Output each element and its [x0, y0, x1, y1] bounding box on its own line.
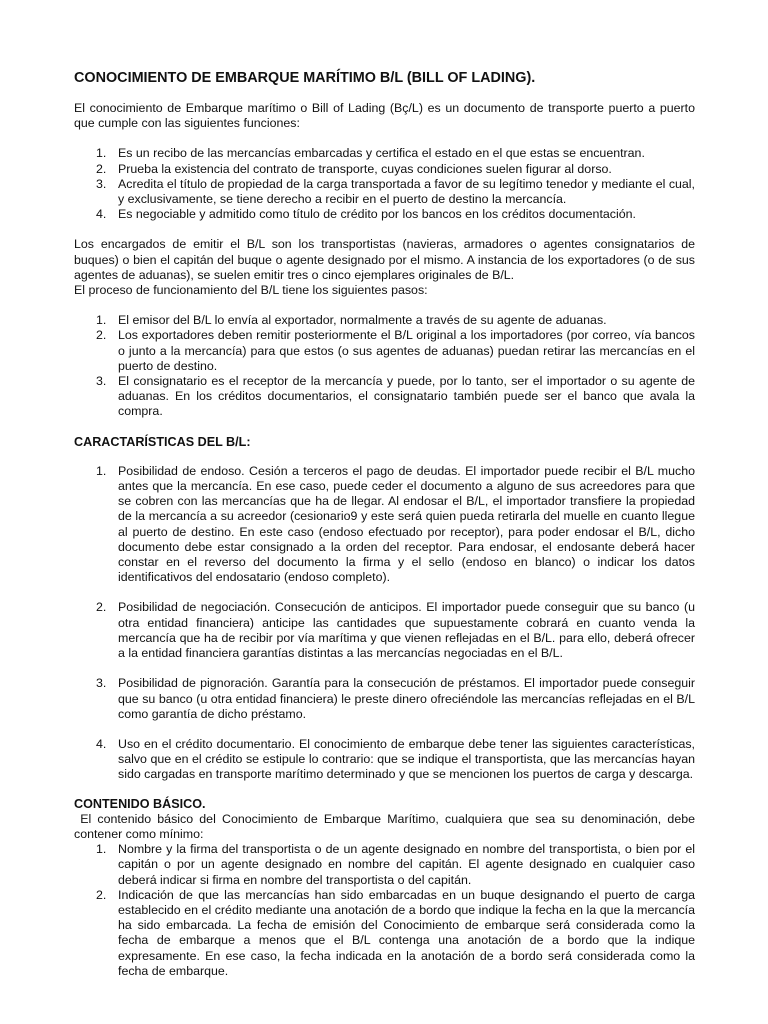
characteristics-list	[74, 464, 695, 783]
content-intro: El contenido básico del Conocimiento de Embarque Marítimo, cualquiera que sea su denominación, debe contener como mínimo:	[74, 811, 699, 841]
list-item-text: Uso en el crédito documentario. El conocimiento de embarque debe tener las siguientes características, salvo que en el crédito se estipule lo contrario: que se indique el transportista, que las mercancías hayan sido cargadas en transporte marítimo determinado y que se mencionen los puertos de carga y descarga.	[118, 736, 695, 782]
list-item-text: Es un recibo de las mercancías embarcadas y certifica el estado en el que estas se encuentran.	[118, 146, 645, 161]
list-item	[74, 676, 695, 722]
functions-list	[74, 146, 695, 222]
list-number: 3.	[96, 176, 107, 191]
list-number: 4.	[96, 736, 107, 751]
list-item	[74, 374, 695, 420]
list-item	[74, 146, 695, 161]
list-item-text: Posibilidad de negociación. Consecución de anticipos. El importador puede conseguir que su banco (u otra entidad financiera) anticipe las cantidades que supuestamente cobrará en cuanto venda la mercancía que ha de recibir por vía marítima y que vienen reflejadas en el B/L. para ello, deberá ofrecer a la entidad financiera garantías distintas a las mercancías negociadas en el B/L.	[118, 600, 695, 661]
list-number: 2.	[96, 328, 107, 343]
list-number: 3.	[96, 676, 107, 691]
process-steps-list	[74, 313, 695, 419]
list-item	[74, 313, 695, 328]
content-list	[74, 842, 695, 979]
list-number: 2.	[96, 161, 107, 176]
list-item	[74, 888, 695, 979]
list-number: 3.	[96, 374, 107, 389]
document-title: CONOCIMIENTO DE EMBARQUE MARÍTIMO B/L (BILL OF LADING).	[74, 70, 536, 86]
list-item-text: El consignatario es el receptor de la mercancía y puede, por lo tanto, ser el importador o su agente de aduanas. En los créditos documentarios, el consignatario también puede ser el banco que avala la compra.	[118, 374, 695, 419]
list-item	[74, 464, 695, 586]
list-item	[74, 177, 695, 207]
list-item	[74, 842, 695, 888]
list-item	[74, 600, 695, 661]
list-item-text: Posibilidad de endoso. Cesión a terceros el pago de deudas. El importador puede recibir el B/L mucho antes que la mercancía. En ese caso, puede ceder el documento a alguno de sus acreedores para que se cobren con las mercancías que ha de llegar. Al endosar el B/L, el importador transfiere la propiedad de la mercancía a su acreedor (cesionario9 y este será quien pueda retirarla del muelle en cuanto llegue al puerto de destino. En este caso (endoso efectuado por receptor), para poder endosar el B/L, dicho documento debe estar consignado a la orden del receptor. Para endosar, el endosante deberá hacer constar en el reverso del documento la firma y el sello (endoso en blanco) o indicar los datos identificativos del endosatario (endoso completo).	[118, 463, 695, 585]
list-number: 4.	[96, 207, 107, 222]
list-number: 1.	[96, 842, 107, 857]
list-number: 2.	[96, 887, 107, 902]
content-heading: CONTENIDO BÁSICO.	[74, 796, 206, 811]
list-item-text: Acredita el título de propiedad de la carga transportada a favor de su legítimo tenedor y mediante el cual, y exclusivamente, se tiene derecho a recibir en el puerto de destino la mercancía.	[118, 176, 695, 207]
characteristics-heading: CARACTARÍSTICAS DEL B/L:	[74, 434, 251, 449]
list-item-text: El emisor del B/L lo envía al exportador, normalmente a través de su agente de aduanas.	[118, 313, 607, 328]
list-number: 1.	[96, 313, 107, 328]
issuers-paragraph: Los encargados de emitir el B/L son los transportistas (navieras, armadores o agentes consignatarios de buques) o bien el capitán del buque o agente designado por el mismo. A instancia de los exportadores (o de sus agentes de aduanas), se suelen emitir tres o cinco ejemplares originales de B/L.	[74, 237, 695, 282]
list-item-text: Nombre y la firma del transportista o de un agente designado en nombre del transportista, o bien por el capitán o por un agente designado en nombre del capitán. El agente designado en cualquier caso deberá indicar si firma en nombre del transportista o del capitán.	[118, 842, 695, 887]
process-intro: El proceso de funcionamiento del B/L tiene los siguientes pasos:	[74, 283, 428, 298]
list-item	[74, 737, 695, 783]
list-item-text: Prueba la existencia del contrato de transporte, cuyas condiciones suelen figurar al dorso.	[118, 161, 612, 176]
list-item	[74, 207, 695, 222]
list-item-text: Los exportadores deben remitir posteriormente el B/L original a los importadores (por correo, vía bancos o junto a la mercancía) para que estos (o sus agentes de aduanas) puedan retirar las mercancías en el puerto de destino.	[118, 328, 695, 373]
list-item-text: Es negociable y admitido como título de crédito por los bancos en los créditos documentación.	[118, 207, 636, 222]
list-item-text: Posibilidad de pignoración. Garantía para la consecución de préstamos. El importador puede conseguir que su banco (u otra entidad financiera) le preste dinero ofreciéndole las mercancías reflejadas en el B/L como garantía de dicho préstamo.	[118, 676, 695, 721]
list-item	[74, 328, 695, 374]
list-number: 1.	[96, 463, 107, 478]
list-number: 2.	[96, 600, 107, 615]
intro-paragraph: El conocimiento de Embarque marítimo o Bill of Lading (Bç/L) es un documento de transporte puerto a puerto que cumple con las siguientes funciones:	[74, 101, 695, 131]
list-item-text: Indicación de que las mercancías han sido embarcadas en un buque designando el puerto de carga establecido en el crédito mediante una anotación de a bordo que indique la fecha en la que la mercancía ha sido embarcada. La fecha de emisión del Conocimiento de embarque será considerada como la fecha de embarque a menos que el B/L contenga una anotación de a bordo que la indique expresamente. En ese caso, la fecha indicada en la anotación de a bordo será considerada como la fecha de embarque.	[118, 887, 695, 978]
list-item	[74, 162, 695, 177]
list-number: 1.	[96, 146, 107, 161]
